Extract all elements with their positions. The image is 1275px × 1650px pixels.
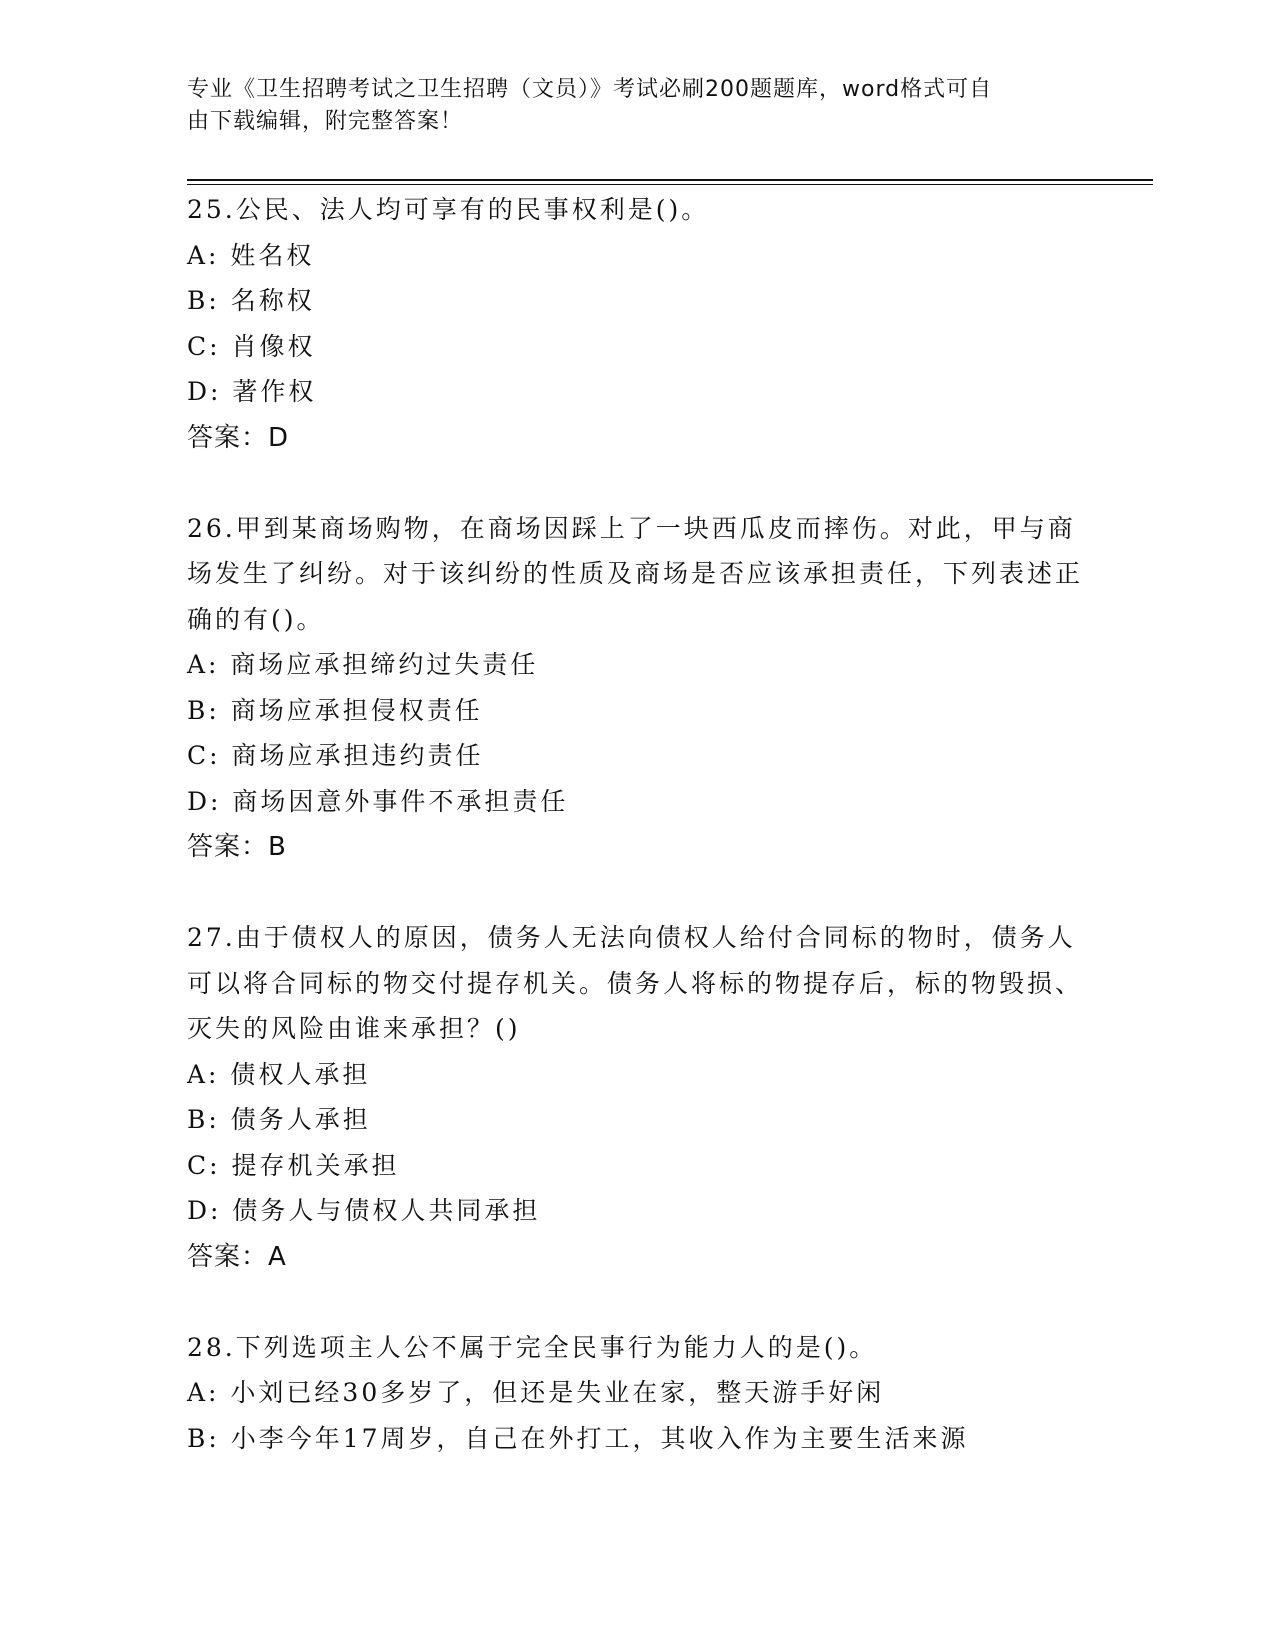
option-d: D: 债务人与债权人共同承担: [187, 1196, 541, 1225]
question-28: [187, 1325, 1087, 1462]
answer-label: 答案：D: [187, 422, 290, 453]
option-a: A: 债权人承担: [187, 1059, 371, 1089]
answer-label: 答案：A: [187, 1241, 287, 1272]
question-spacer: [187, 1280, 1087, 1325]
question-spacer: [187, 870, 1087, 915]
question-26: [187, 506, 1087, 871]
question-text: 26.甲到某商场购物，在商场因踩上了一块西瓜皮而摔伤。对此，甲与商场发生了纠纷。对于该纠纷的性质及商场是否应该承担责任，下列表述正确的有()。: [187, 513, 1084, 634]
option-d: D: 商场因意外事件不承担责任: [187, 786, 569, 816]
option-c: C: 商场应承担违约责任: [187, 741, 484, 770]
question-list: [187, 187, 1087, 1461]
header-line-2: 由下载编辑，附完整答案！: [187, 109, 464, 134]
question-spacer: [187, 461, 1087, 506]
option-d: D: 著作权: [187, 377, 317, 406]
question-25: [187, 187, 1087, 461]
document-header: [187, 74, 1087, 138]
question-27: [187, 915, 1087, 1280]
question-text: 25.公民、法人均可享有的民事权利是()。: [187, 195, 710, 224]
option-b: B: 商场应承担侵权责任: [187, 695, 483, 725]
option-a: A: 姓名权: [187, 240, 315, 270]
option-b: B: 小李今年17周岁，自己在外打工，其收入作为主要生活来源: [187, 1423, 969, 1453]
question-text: 28.下列选项主人公不属于完全民事行为能力人的是()。: [187, 1332, 878, 1362]
question-text: 27.由于债权人的原因，债务人无法向债权人给付合同标的物时，债务人可以将合同标的物交付提存机关。债务人将标的物提存后，标的物毁损、灭失的风险由谁来承担？(): [187, 923, 1084, 1043]
header-divider-thick: [187, 179, 1153, 181]
option-c: C: 肖像权: [187, 331, 316, 361]
option-c: C: 提存机关承担: [187, 1150, 400, 1180]
header-line-1: 专业《卫生招聘考试之卫生招聘（文员）》考试必刷200题题库，word格式可自: [187, 77, 993, 102]
answer-label: 答案：B: [187, 832, 287, 862]
option-a: A: 商场应承担缔约过失责任: [187, 650, 539, 679]
header-divider-thin: [187, 184, 1153, 185]
option-a: A: 小刘已经30多岁了，但还是失业在家，整天游手好闲: [187, 1378, 885, 1407]
option-b: B: 债务人承担: [187, 1105, 371, 1134]
option-b: B: 名称权: [187, 286, 315, 315]
